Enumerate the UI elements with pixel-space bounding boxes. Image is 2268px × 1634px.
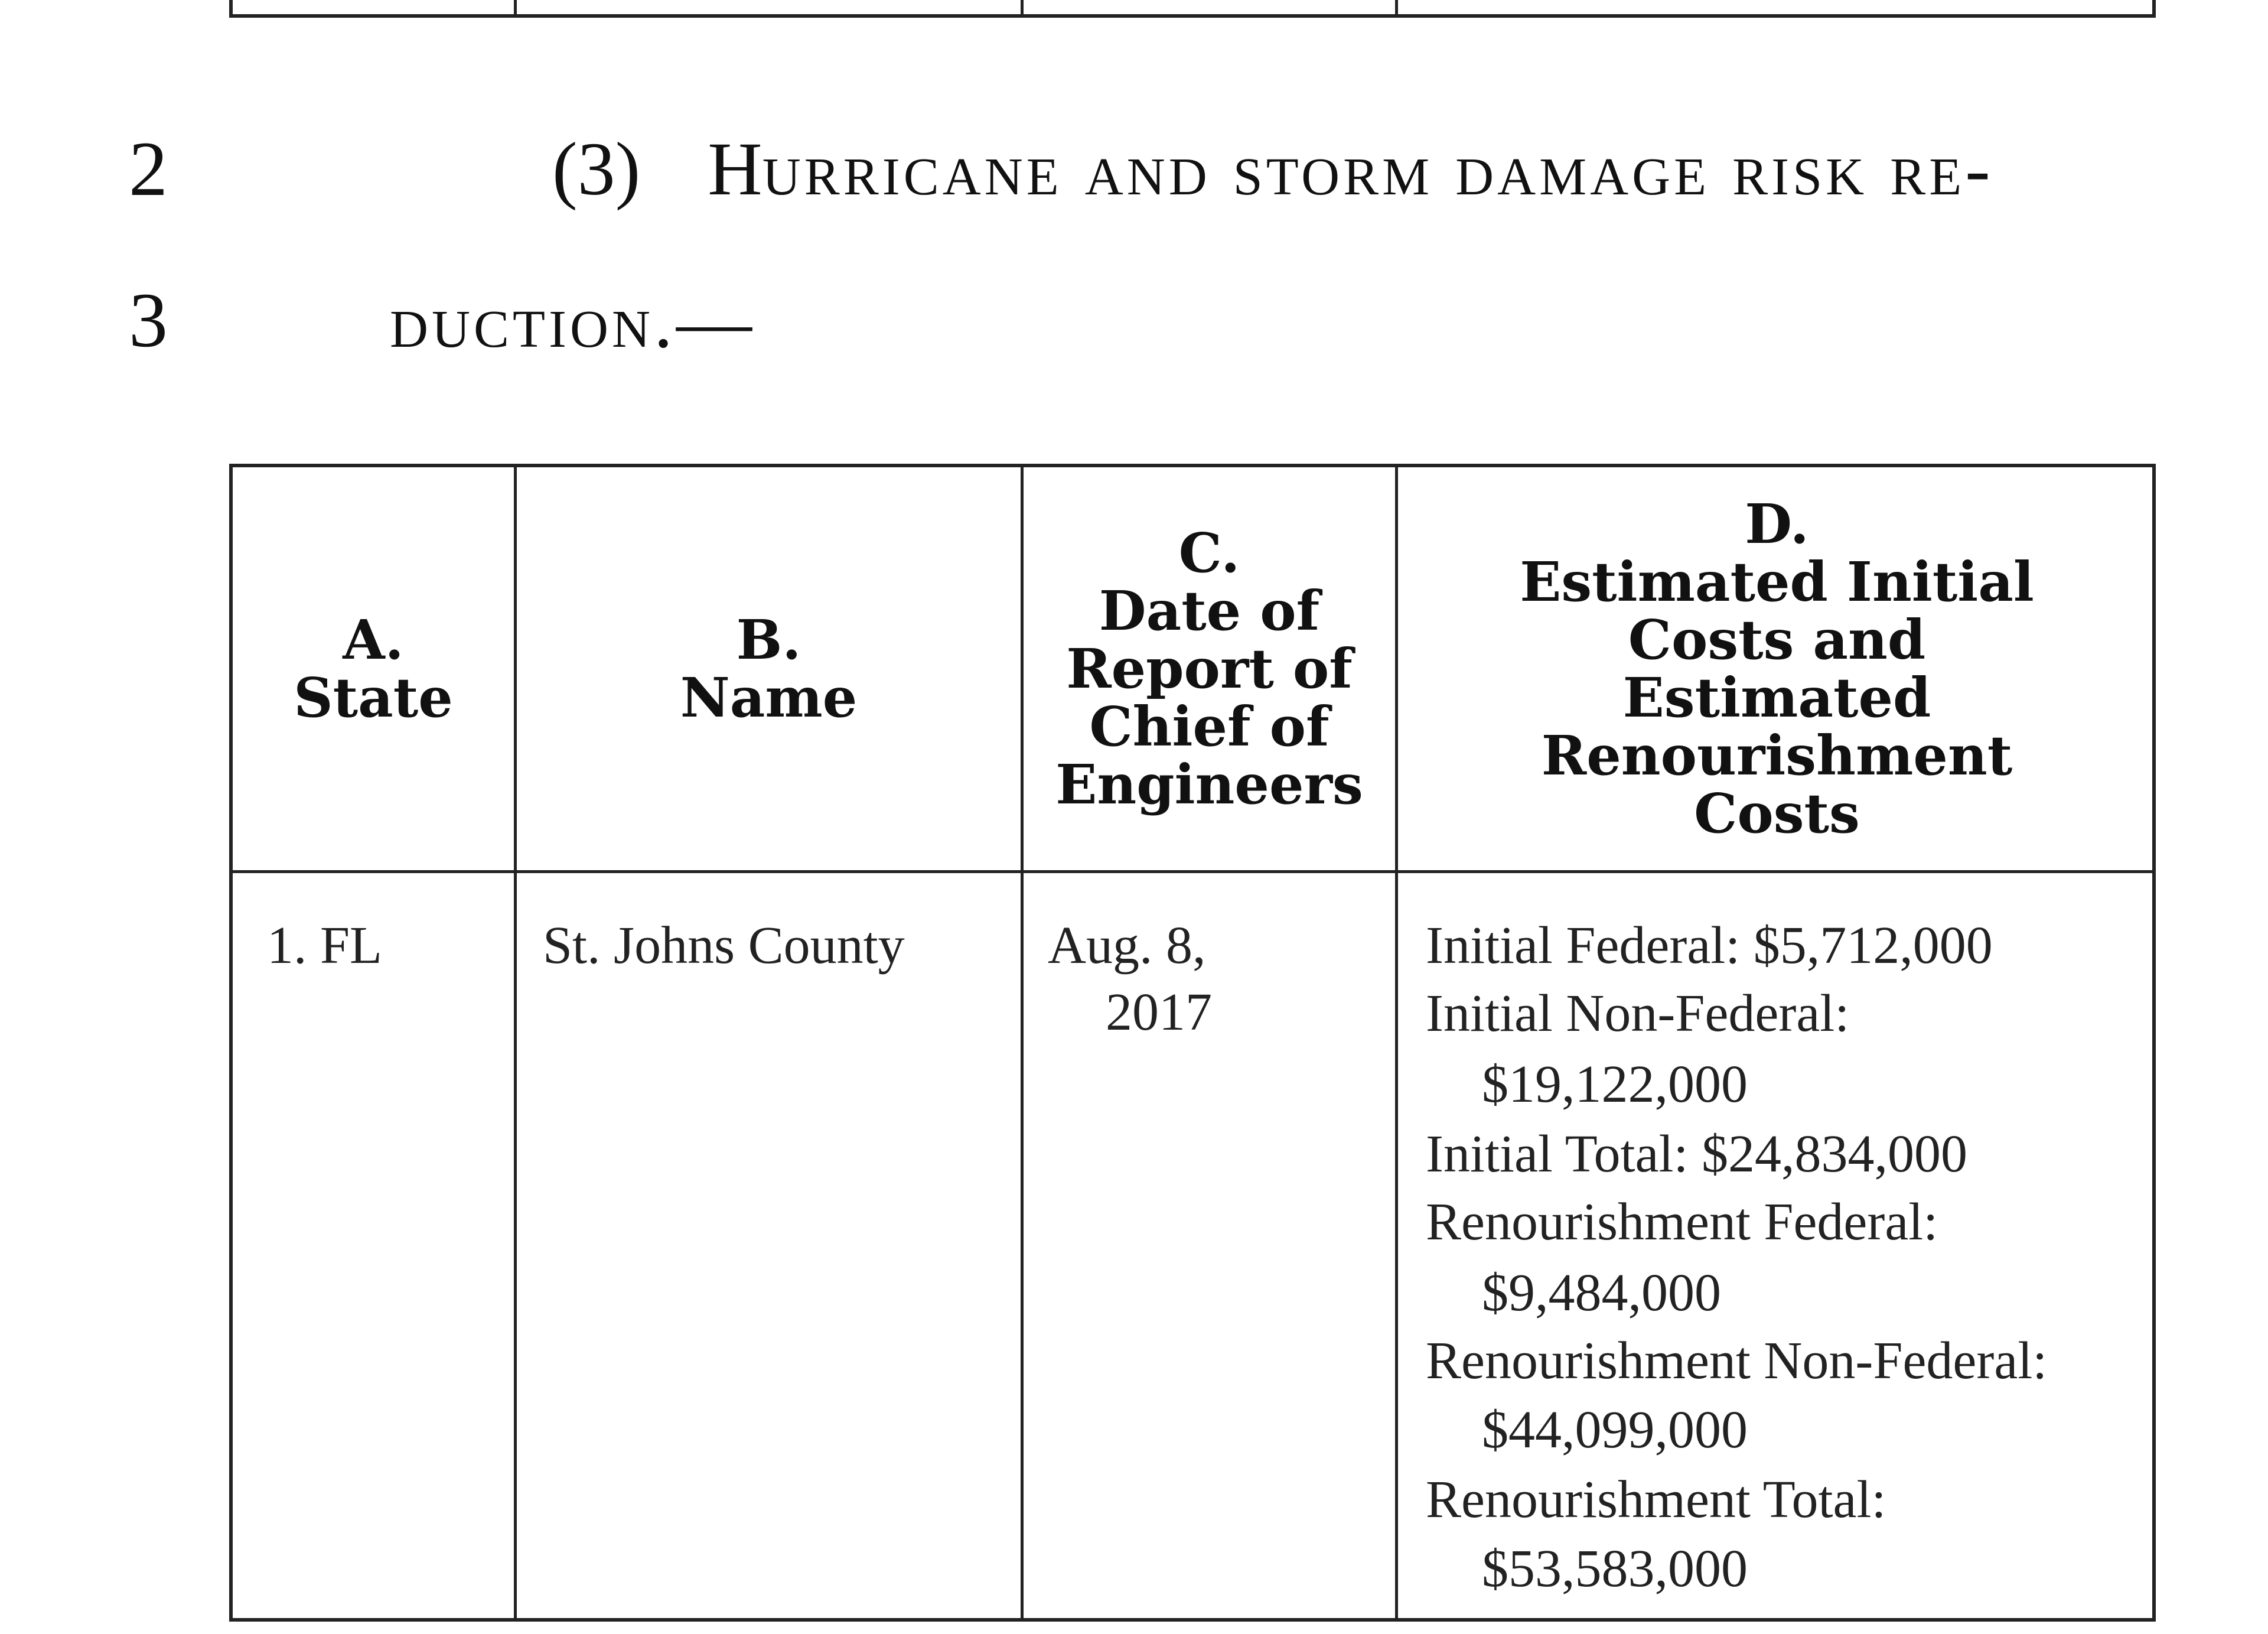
header-line: Name <box>680 666 858 730</box>
header-line: Chief of <box>1089 695 1329 759</box>
section-title-continuation: duction.— <box>390 279 755 363</box>
cost-line: Initial Federal: $5,712,000 <box>1426 916 1993 975</box>
header-line: Estimated <box>1622 666 1931 730</box>
projects-table <box>229 464 2156 1622</box>
cell-date-line-2: 2017 <box>1106 983 1212 1041</box>
column-header-date <box>1024 467 1395 870</box>
column-header-state <box>233 467 514 870</box>
header-line: A. <box>343 608 404 672</box>
header-line: Engineers <box>1055 753 1363 816</box>
table-divider <box>514 0 517 14</box>
header-line: Renourishment <box>1541 724 2013 787</box>
cost-line: Initial Non-Federal: <box>1426 984 1850 1043</box>
section-title-rest: urricane and storm damage risk re- <box>762 127 1994 211</box>
section-heading-line-2 <box>390 279 755 363</box>
cost-line: $19,122,000 <box>1482 1055 1748 1114</box>
header-line: State <box>294 666 453 730</box>
header-line: Estimated Initial <box>1520 550 2034 614</box>
header-line: B. <box>736 608 801 672</box>
cost-line: $53,583,000 <box>1482 1539 1748 1598</box>
cell-name: St. Johns County <box>543 916 905 975</box>
column-header-costs <box>1398 467 2156 870</box>
cell-state: 1. FL <box>267 916 383 975</box>
cell-date-line-1: Aug. 8, <box>1048 916 1206 975</box>
line-number: 3 <box>129 276 168 363</box>
column-header-name <box>517 467 1021 870</box>
cost-line: $9,484,000 <box>1482 1264 1721 1322</box>
cost-line: $44,099,000 <box>1482 1401 1748 1459</box>
section-number: (3) <box>552 127 641 211</box>
cost-line: Renourishment Federal: <box>1426 1193 1938 1251</box>
header-divider <box>233 870 2152 873</box>
header-line: D. <box>1745 492 1809 556</box>
previous-table-bottom <box>229 0 2156 18</box>
header-line: Costs <box>1694 782 1860 845</box>
header-line: C. <box>1178 521 1240 585</box>
table-divider <box>1395 0 1398 14</box>
section-title-initial: H <box>708 127 762 211</box>
line-number: 2 <box>129 125 168 212</box>
table-divider <box>1021 0 1024 14</box>
cost-line: Renourishment Total: <box>1426 1470 1886 1529</box>
cost-line: Renourishment Non-Federal: <box>1426 1332 2048 1390</box>
section-heading-line-1 <box>552 127 1994 211</box>
header-line: Date of <box>1099 579 1320 643</box>
cell-costs <box>1426 916 2146 1610</box>
header-line: Costs and <box>1628 608 1926 672</box>
cost-line: Initial Total: $24,834,000 <box>1426 1125 1967 1183</box>
header-line: Report of <box>1066 637 1353 701</box>
